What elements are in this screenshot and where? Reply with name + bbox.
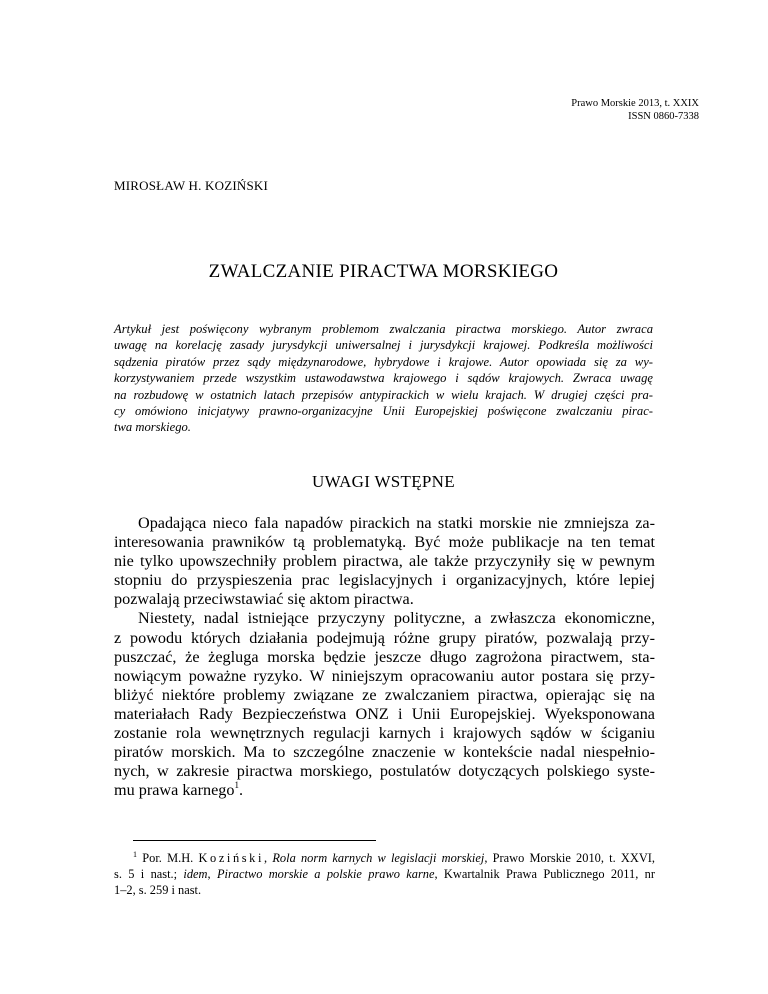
body-line: nowiącym poważne ryzyko. W niniejszym opracowaniu autor postara się przy- bbox=[114, 666, 655, 685]
footnote-text: Por. M.H. bbox=[142, 851, 199, 865]
footnote-title: Rola norm karnych w legislacji morskiej bbox=[272, 851, 485, 865]
journal-issn: ISSN 0860-7338 bbox=[628, 111, 699, 122]
abstract-line: cy omówiono inicjatywy prawno-organizacyjne Unii Europejskiej poświęcone zwalczaniu pirac- bbox=[114, 404, 653, 419]
body-line: piratów morskich. Ma to szczególne znaczenie w kontekście nadal niespełnio- bbox=[114, 743, 655, 762]
body-line: materiałach Rady Bezpieczeństwa ONZ i Unii Europejskiej. Wyeksponowana bbox=[114, 704, 655, 723]
abstract-line: korzystywaniem przede wszystkim ustawodawstwa krajowego i sądów krajowych. Zwraca uwagę bbox=[114, 371, 653, 386]
footnote-text: , Kwartalnik Prawa Publicznego 2011, nr bbox=[434, 867, 655, 881]
body-line: z powodu których działania podejmują różne grupy piratów, pozwalają przy- bbox=[114, 628, 655, 647]
journal-citation: Prawo Morskie 2013, t. XXIX bbox=[571, 98, 699, 109]
footnote-author: Koziński bbox=[198, 851, 265, 865]
body-line: pozwalają przeciwstawiać się aktom piractwa. bbox=[114, 590, 414, 609]
journal-info bbox=[571, 97, 699, 123]
footnote-line bbox=[114, 850, 655, 866]
footnote-line: 1–2, s. 259 i nast. bbox=[114, 883, 202, 897]
footnote-text: , Prawo Morskie 2010, t. XXVI, bbox=[484, 851, 655, 865]
abstract-line: sądzenia piratów przez sądy międzynarodowe, hybrydowe i krajowe. Autor opowiada się za wy- bbox=[114, 354, 653, 369]
footnote-text: s. 5 i nast.; bbox=[114, 867, 184, 881]
body-line: nych, w zakresie piractwa morskiego, postulatów dotyczących polskiego syste- bbox=[114, 762, 655, 781]
footnote-separator bbox=[133, 840, 376, 841]
footnote bbox=[114, 850, 655, 898]
body-line: puszczać, że żegluga morska będzie jeszcze długo zagrożona piractwem, sta- bbox=[114, 647, 655, 666]
abstract bbox=[114, 321, 653, 436]
body-line-end: . bbox=[238, 781, 244, 800]
body-line: bliżyć niektóre problemy związane ze zwalczaniem piractwa, opierając się na bbox=[114, 685, 655, 704]
body-line: nie tylko upowszechniły problem piractwa, ale także przyczyniły się w pewnym bbox=[114, 552, 655, 571]
body-line-text: mu prawa karnego bbox=[114, 781, 235, 800]
footnote-idem: idem bbox=[183, 867, 208, 881]
footnote-line bbox=[114, 866, 655, 882]
author-name: MIROSŁAW H. KOZIŃSKI bbox=[114, 178, 269, 193]
body-line: stopniu do przyspieszenia prac legislacyjnych i organizacyjnych, które lepiej bbox=[114, 571, 655, 590]
footnote-number: 1 bbox=[133, 850, 137, 859]
body-line: Niestety, nadal istniejące przyczyny polityczne, a zwłaszcza ekonomiczne, bbox=[138, 609, 655, 628]
abstract-line: uwagę na korelację zasady jurysdykcji uniwersalnej i jurysdykcji krajowej. Podkreśla możliwości bbox=[114, 338, 653, 353]
footnote-text: , bbox=[207, 867, 217, 881]
body-line-final bbox=[114, 781, 655, 800]
footnote-title: Piractwo morskie a polskie prawo karne bbox=[216, 867, 435, 881]
body-line: Opadająca nieco fala napadów pirackich na statki morskie nie zmniejsza za- bbox=[138, 514, 655, 532]
section-heading: UWAGI WSTĘPNE bbox=[312, 472, 455, 491]
body-text bbox=[114, 514, 655, 800]
abstract-line: twa morskiego. bbox=[114, 420, 191, 435]
body-line: interesowania prawników tą problematyką. Być może publikacje na ten temat bbox=[114, 533, 655, 552]
article-title: ZWALCZANIE PIRACTWA MORSKIEGO bbox=[208, 261, 559, 282]
footnote-reference[interactable]: 1 bbox=[234, 780, 239, 791]
abstract-line: Artykuł jest poświęcony wybranym problemom zwalczania piractwa morskiego. Autor zwraca bbox=[114, 322, 653, 336]
abstract-line: na rozbudowę w ostatnich latach przepisów antypirackich w wielu krajach. W drugiej części pra- bbox=[114, 387, 653, 402]
body-line: zostanie rola wewnętrznych regulacji karnych i krajowych sądów w ściganiu bbox=[114, 724, 655, 743]
footnote-text: , bbox=[264, 851, 273, 865]
